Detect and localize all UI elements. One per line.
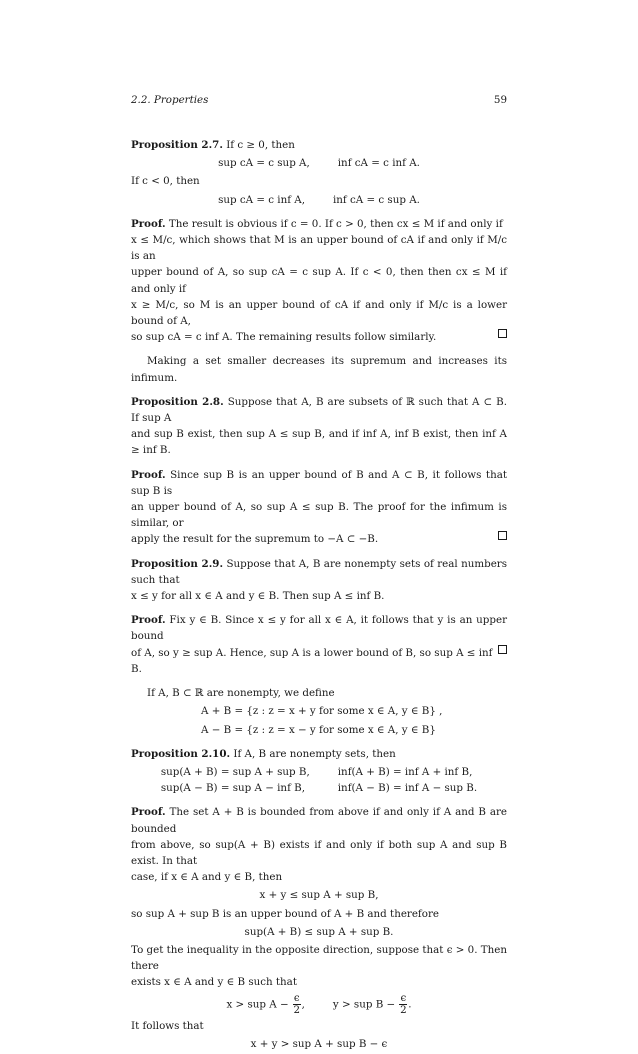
equation-text: , <box>301 998 305 1011</box>
proof-line: so sup A + sup B is an upper bound of A + B and therefore <box>131 907 439 920</box>
equation: inf cA = c sup A. <box>333 193 420 206</box>
qed-icon <box>498 329 507 338</box>
equation: x + y > sup A + sup B − ϵ <box>250 1037 388 1050</box>
proof-line <box>131 531 507 547</box>
display-equation-array <box>131 764 507 796</box>
equation: A + B = {z : z = x + y for some x ∈ A, y ∈ B} , <box>201 705 443 718</box>
proof-line: x ≥ M/c, so M is an upper bound of cA if and only if M/c is a lower bound of A, <box>131 298 507 328</box>
proof-text: The result is obvious if c = 0. If c > 0, then cx ≤ M if and only if <box>168 217 503 230</box>
display-equation <box>131 887 507 903</box>
proposition-label: Proposition 2.8. <box>131 395 224 408</box>
proof-text: The set A + B is bounded from above if and only if A and B are bounded <box>131 806 507 835</box>
proposition-text: Suppose that A, B are nonempty sets of real numbers such that <box>131 557 507 586</box>
proof-label: Proof. <box>131 468 166 481</box>
display-equation <box>131 703 507 719</box>
proof-line: from above, so sup(A + B) exists if and only if both sup A and sup B exist. In that <box>131 838 507 867</box>
equation: sup(A − B) = sup A − inf B, <box>160 782 305 795</box>
equation-text: y > sup B − <box>332 998 396 1011</box>
proposition-label: Proposition 2.9. <box>131 557 224 570</box>
proof-line <box>131 645 507 677</box>
proof-line: an upper bound of A, so sup A ≤ sup B. The proof for the infimum is similar, or <box>131 501 507 530</box>
qed-icon <box>498 645 507 654</box>
proposition-label: Proposition 2.10. <box>131 747 231 760</box>
proof-line <box>131 216 507 232</box>
proof-line <box>131 329 507 345</box>
proof-text: Since sup B is an upper bound of B and A ⊂ B, it follows that sup B is <box>131 468 507 497</box>
proof-text: apply the result for the supremum to −A ⊂ −B. <box>131 533 379 546</box>
display-equation <box>131 993 507 1016</box>
display-equation <box>131 722 507 738</box>
proof-line: case, if x ∈ A and y ∈ B, then <box>131 871 283 884</box>
display-equation <box>131 192 507 208</box>
proof-label: Proof. <box>131 806 166 819</box>
proof-line: x ≤ M/c, which shows that M is an upper bound of cA if and only if M/c is an <box>131 234 507 263</box>
proposition-label: Proposition 2.7. <box>131 139 223 151</box>
proposition-line <box>131 556 507 588</box>
proof-2-8 <box>131 467 507 548</box>
equation: sup(A + B) = sup A + sup B, <box>160 765 310 778</box>
proposition-2-8 <box>131 394 507 459</box>
display-equation <box>131 1036 507 1052</box>
equation-text: x > sup A − <box>226 998 289 1011</box>
proposition-text: Suppose that A, B are subsets of ℝ such that A ⊂ B. If sup A <box>131 395 508 425</box>
paragraph: If A, B ⊂ ℝ are nonempty, we define <box>147 687 335 700</box>
proposition-text: If A, B are nonempty sets, then <box>233 747 396 760</box>
proposition-2-10 <box>131 746 507 762</box>
fraction-denominator: 2 <box>293 1003 301 1016</box>
section-title: 2.2. Properties <box>131 94 209 106</box>
display-equation <box>131 155 507 171</box>
proof-line: upper bound of A, so sup cA = c sup A. If c < 0, then then cx ≤ M if and only if <box>131 266 507 295</box>
equation: inf(A + B) = inf A + inf B, <box>337 765 473 778</box>
fraction-numerator: ϵ <box>400 991 407 1004</box>
equation: sup(A + B) ≤ sup A + sup B. <box>244 925 394 938</box>
equation: x + y ≤ sup A + sup B, <box>259 889 379 902</box>
equation: sup cA = c inf A, <box>218 193 305 206</box>
proof-text: Fix y ∈ B. Since x ≤ y for all x ∈ A, it follows that y is an upper bound <box>131 614 508 643</box>
proposition-2-9 <box>131 556 507 605</box>
page-number: 59 <box>493 94 507 106</box>
proof-line <box>131 804 507 836</box>
proof-label: Proof. <box>131 217 166 230</box>
equation: inf cA = c inf A. <box>337 157 420 170</box>
proof-line: To get the inequality in the opposite direction, suppose that ϵ > 0. Then there <box>131 943 507 973</box>
proof-line: exists x ∈ A and y ∈ B such that <box>131 976 297 989</box>
equation: inf(A − B) = inf A − sup B. <box>337 782 478 795</box>
proof-2-9 <box>131 612 507 677</box>
proposition-line: x ≤ y for all x ∈ A and y ∈ B. Then sup A ≤ inf B. <box>131 590 385 603</box>
proof-2-10 <box>131 804 507 1052</box>
proof-line <box>131 467 507 499</box>
fraction-numerator: ϵ <box>293 991 300 1004</box>
proposition-line <box>131 394 507 426</box>
proof-line: It follows that <box>131 1019 204 1032</box>
equation: sup cA = c sup A, <box>218 157 310 170</box>
proof-2-7 <box>131 216 507 346</box>
display-equation <box>131 924 507 940</box>
equation <box>226 993 304 1016</box>
page-body <box>131 137 507 1054</box>
proof-text: of A, so y ≥ sup A. Hence, sup A is a lower bound of B, so sup A ≤ inf B. <box>131 646 493 675</box>
qed-icon <box>498 531 507 540</box>
equation-text: . <box>408 998 412 1011</box>
proposition-line: and sup B exist, then sup A ≤ sup B, and if inf A, inf B exist, then inf A ≥ inf B. <box>131 428 507 457</box>
fraction-denominator: 2 <box>400 1003 407 1016</box>
fraction <box>293 993 301 1016</box>
proof-text: so sup cA = c inf A. The remaining results follow similarly. <box>131 331 437 344</box>
equation <box>333 993 412 1016</box>
equation: A − B = {z : z = x − y for some x ∈ A, y ∈ B} <box>201 723 436 736</box>
running-header <box>131 92 507 108</box>
proposition-text: If c ≥ 0, then <box>226 139 295 151</box>
paragraph: Making a set smaller decreases its supremum and increases its infimum. <box>131 355 507 384</box>
paragraph: If c < 0, then <box>131 175 200 188</box>
fraction <box>399 993 407 1016</box>
proof-line <box>131 612 507 644</box>
proof-label: Proof. <box>131 614 166 627</box>
proposition-2-7 <box>131 137 507 153</box>
